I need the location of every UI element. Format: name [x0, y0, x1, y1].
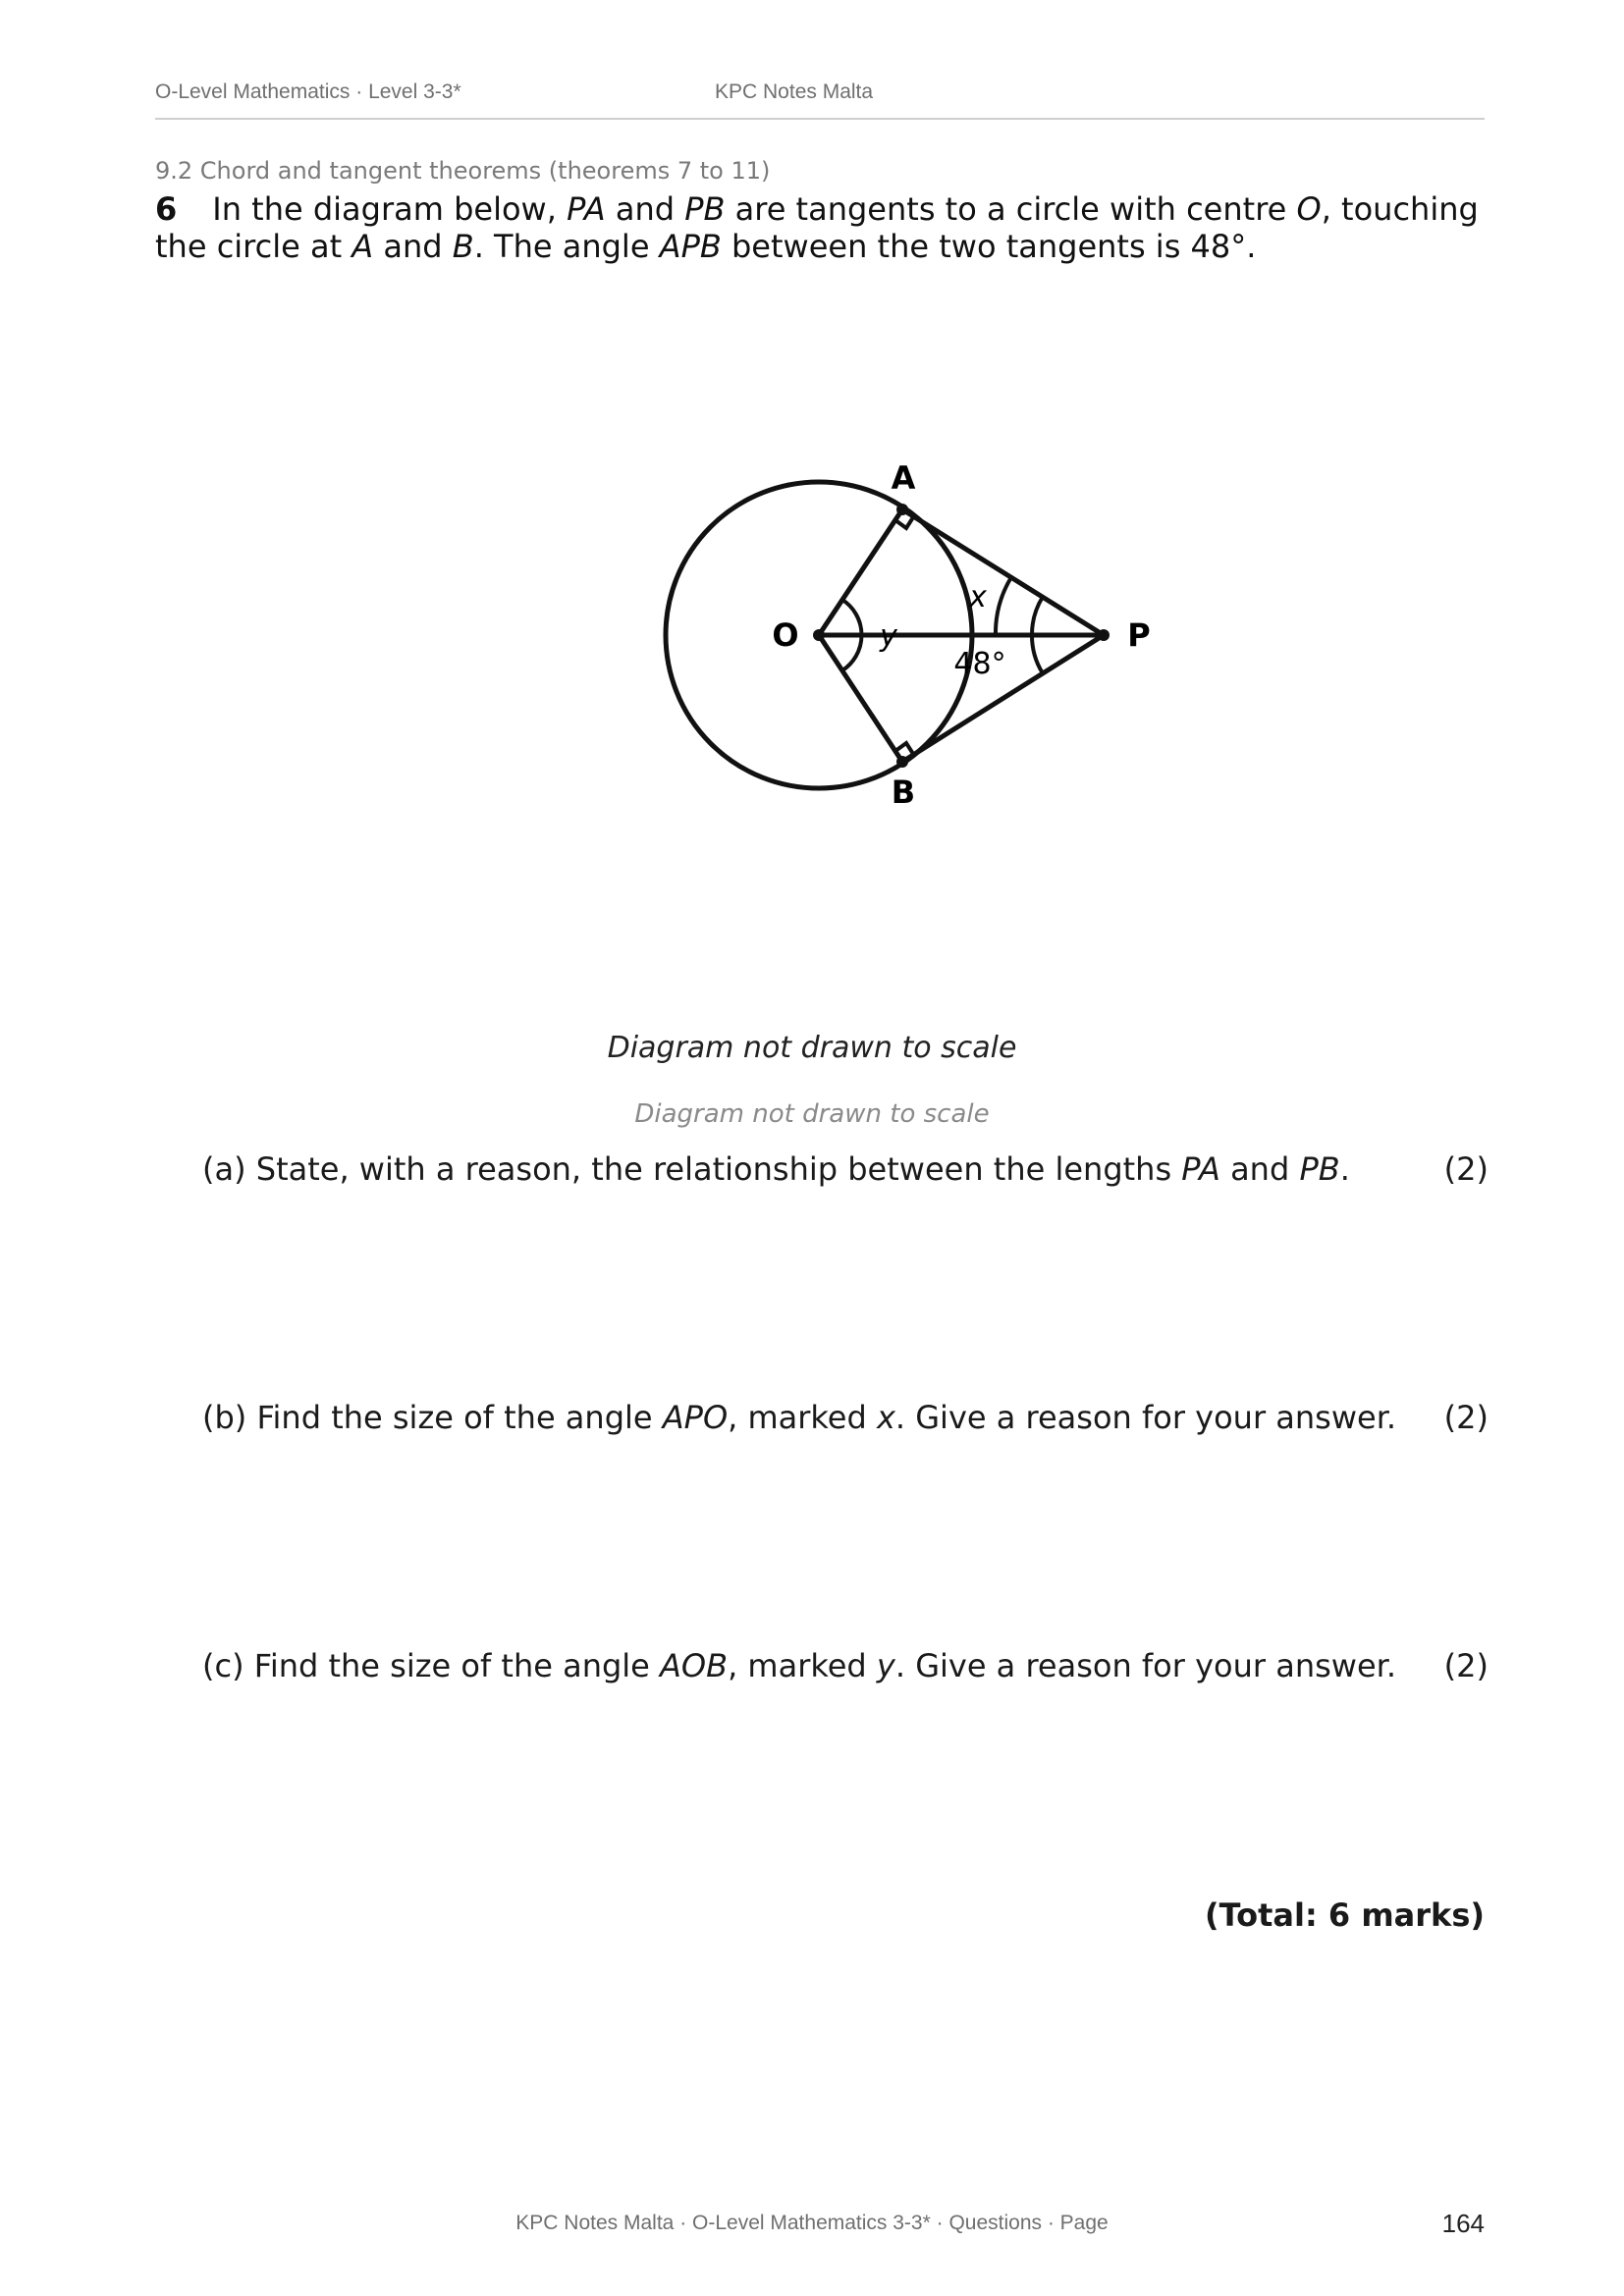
label-angle-48: 48° [953, 647, 1006, 681]
page-number: 164 [1441, 2209, 1485, 2238]
part-b [202, 1399, 1489, 1438]
radius-ob [819, 635, 902, 762]
angle-arc-x [996, 577, 1011, 635]
question-stem [155, 190, 1510, 265]
label-b: B [891, 774, 916, 811]
section-title: 9.2 Chord and tangent theorems (theorems 7 to 11) [155, 157, 771, 185]
question-text: , touching the circle at [155, 190, 1479, 265]
tangent-pa [902, 509, 1104, 635]
question-text: PB [684, 190, 726, 228]
header-publisher: KPC Notes Malta [715, 80, 874, 103]
question-number: 6 [155, 190, 178, 228]
part-b-marks: (2) [1443, 1399, 1489, 1436]
point-b [896, 756, 908, 768]
label-p: P [1127, 616, 1151, 654]
point-o [813, 629, 825, 641]
part-c [202, 1647, 1489, 1686]
question-text: O [1296, 190, 1322, 228]
diagram-caption: Diagram not drawn to scale [607, 1031, 1017, 1065]
question-text: B [452, 228, 474, 265]
tangent-circle-diagram [589, 432, 1178, 825]
question-text: In the diagram below, [212, 190, 568, 228]
question-text: PA [567, 190, 606, 228]
question-text: APB [659, 228, 722, 265]
diagram-caption-secondary: Diagram not drawn to scale [634, 1099, 990, 1129]
label-y: y [880, 619, 897, 654]
label-x: x [969, 580, 987, 614]
angle-arc-48-upper [1032, 597, 1043, 635]
point-a [896, 504, 908, 515]
part-b-text: (b) Find the size of the angle APO, marked x. Give a reason for your answer. [202, 1399, 1397, 1436]
angle-arc-48-lower [1032, 635, 1043, 673]
question-text: between the two tangents is 48°. [721, 228, 1257, 265]
part-a-text: (a) State, with a reason, the relationship between the lengths PA and PB. [202, 1150, 1350, 1188]
part-c-marks: (2) [1443, 1647, 1489, 1684]
question-text: are tangents to a circle with centre [725, 190, 1297, 228]
header-course-title: O-Level Mathematics · Level 3-3* [155, 80, 461, 103]
footer-text: KPC Notes Malta · O-Level Mathematics 3-3* · Questions · Page [515, 2212, 1109, 2234]
part-a [202, 1150, 1489, 1190]
running-header [155, 77, 1485, 120]
part-c-text: (c) Find the size of the angle AOB, marked y. Give a reason for your answer. [202, 1647, 1397, 1684]
question-text: and [605, 190, 685, 228]
label-o: O [772, 616, 799, 654]
radius-oa [819, 509, 902, 635]
question-text: . The angle [473, 228, 660, 265]
question-text: and [373, 228, 453, 265]
point-p [1098, 629, 1110, 641]
total-marks: (Total: 6 marks) [1204, 1896, 1485, 1934]
part-a-marks: (2) [1443, 1150, 1489, 1188]
question-text: A [352, 228, 374, 265]
label-a: A [891, 459, 916, 497]
